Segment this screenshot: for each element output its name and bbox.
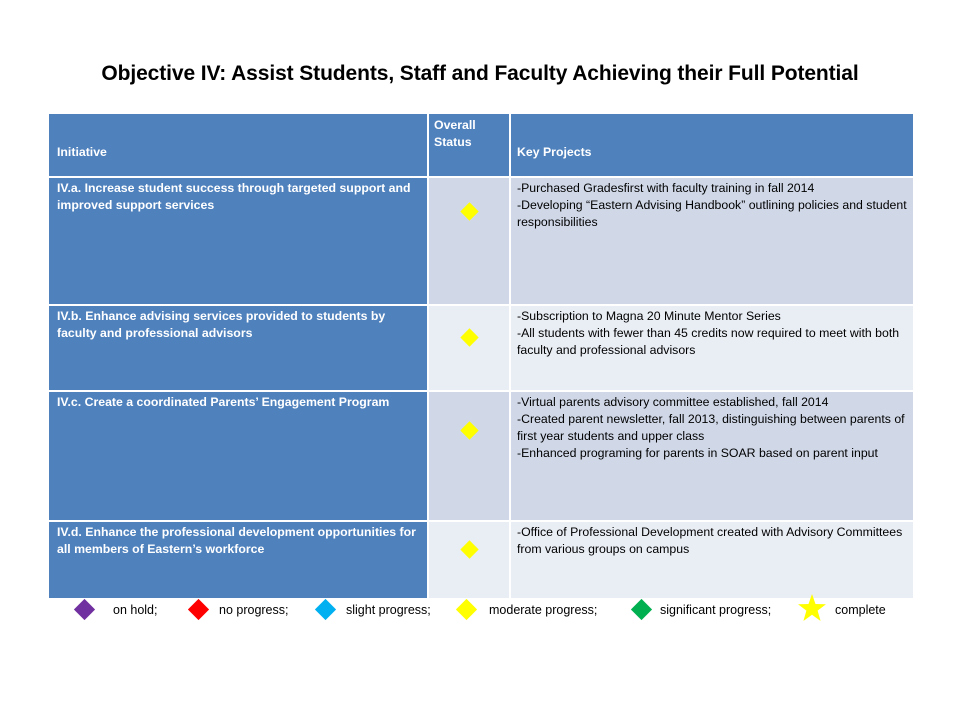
status-cell — [428, 177, 510, 305]
slight-progress-diamond-icon — [315, 599, 336, 620]
project-item: -Office of Professional Development created with Advisory Committees from various groups on campus — [517, 525, 903, 556]
moderate-progress-diamond-icon — [456, 599, 477, 620]
projects-cell — [510, 521, 914, 599]
status-legend — [0, 598, 960, 622]
table-row — [48, 177, 914, 305]
legend-label-no-progress: no progress; — [219, 603, 289, 617]
status-diamond-icon — [460, 328, 478, 346]
page-title: Objective IV: Assist Students, Staff and Faculty Achieving their Full Potential — [101, 62, 859, 85]
projects-cell — [510, 305, 914, 391]
legend-label-moderate-progress: moderate progress; — [489, 603, 598, 617]
header-status-line2: Status — [434, 135, 472, 149]
project-item: -All students with fewer than 45 credits now required to meet with both faculty and professional advisors — [517, 326, 900, 357]
initiative-cell: IV.d. Enhance the professional development opportunities for all members of Eastern’s workforce — [48, 521, 428, 599]
status-diamond-icon — [460, 540, 478, 558]
legend-label-slight-progress: slight progress; — [346, 603, 431, 617]
header-initiative: Initiative — [48, 113, 428, 177]
no-progress-diamond-icon — [188, 599, 209, 620]
legend-label-significant-progress: significant progress; — [660, 603, 772, 617]
project-item: -Enhanced programing for parents in SOAR based on parent input — [517, 446, 878, 460]
on-hold-diamond-icon — [74, 599, 95, 620]
initiative-cell: IV.c. Create a coordinated Parents’ Engagement Program — [48, 391, 428, 521]
projects-cell — [510, 391, 914, 521]
table-row — [48, 305, 914, 391]
significant-progress-diamond-icon — [631, 599, 652, 620]
star-shape — [798, 594, 826, 621]
header-key-projects: Key Projects — [510, 113, 914, 177]
status-diamond-icon — [460, 202, 478, 220]
legend-label-on-hold: on hold; — [113, 603, 158, 617]
table-header-row — [48, 113, 914, 177]
table-row — [48, 521, 914, 599]
complete-star-icon — [797, 593, 827, 623]
status-diamond-icon — [460, 421, 478, 439]
legend-label-complete: complete — [835, 603, 886, 617]
project-item: -Developing “Eastern Advising Handbook” outlining policies and student responsibilities — [517, 198, 907, 229]
project-item: -Subscription to Magna 20 Minute Mentor Series — [517, 309, 781, 323]
project-item: -Purchased Gradesfirst with faculty training in fall 2014 — [517, 181, 815, 195]
initiative-cell: IV.a. Increase student success through targeted support and improved support services — [48, 177, 428, 305]
table-row — [48, 391, 914, 521]
project-item: -Created parent newsletter, fall 2013, distinguishing between parents of first year students and upper class — [517, 412, 905, 443]
status-cell — [428, 521, 510, 599]
status-cell — [428, 391, 510, 521]
header-overall-status — [428, 113, 510, 177]
header-status-line1: Overall — [434, 118, 476, 132]
projects-cell — [510, 177, 914, 305]
status-cell — [428, 305, 510, 391]
initiative-cell: IV.b. Enhance advising services provided to students by faculty and professional advisors — [48, 305, 428, 391]
objective-table — [47, 112, 915, 600]
project-item: -Virtual parents advisory committee established, fall 2014 — [517, 395, 829, 409]
